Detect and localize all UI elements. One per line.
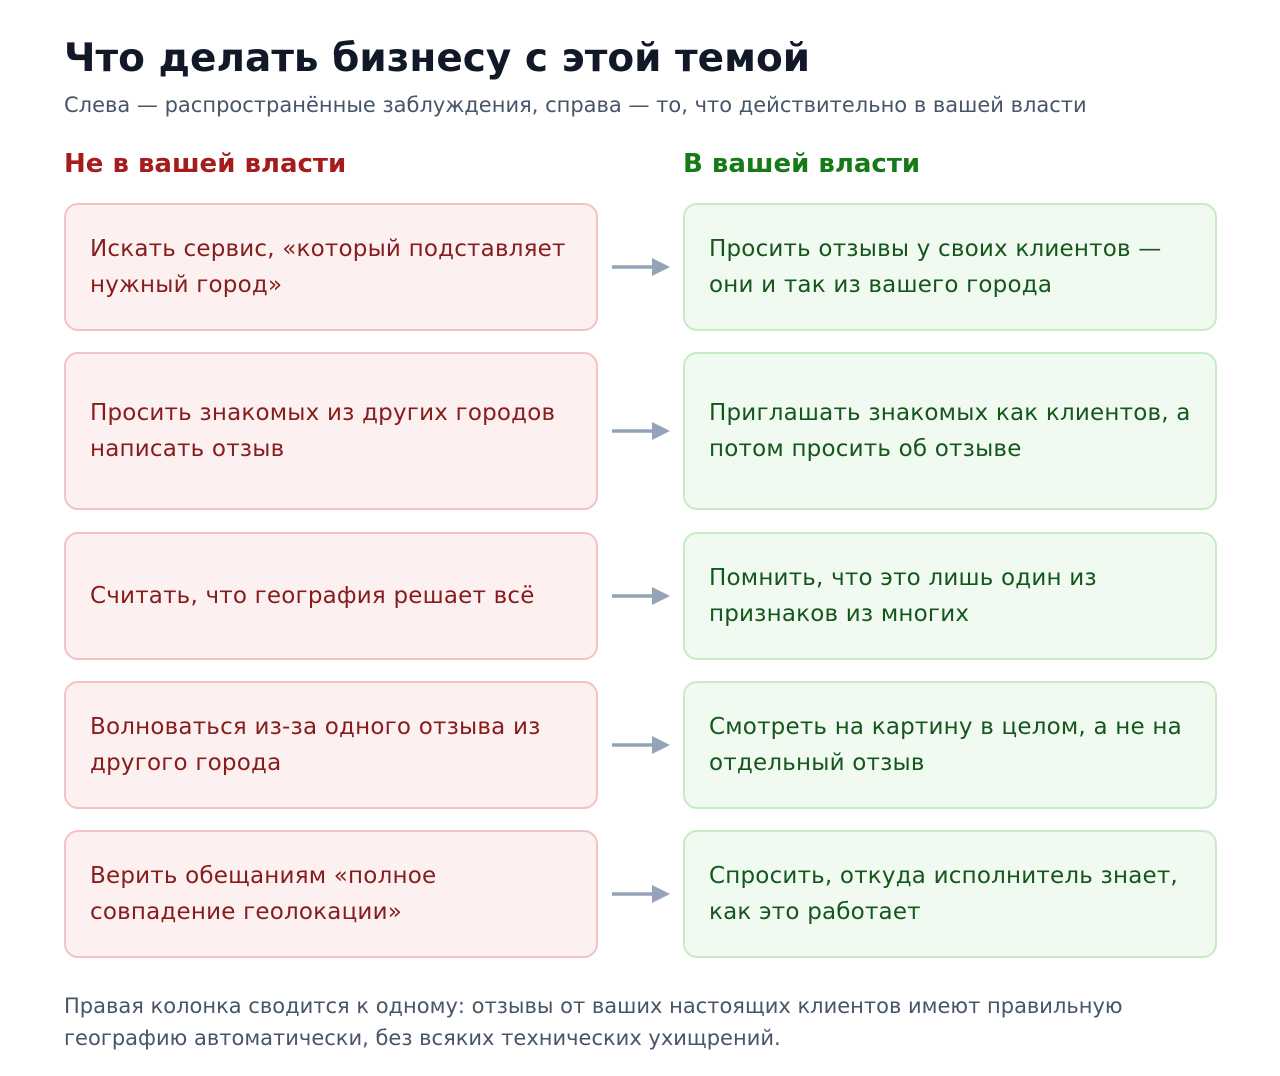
in-control-card [683, 352, 1217, 510]
page-subtitle: Слева — распространённые заблуждения, справа — то, что действительно в вашей власти [64, 93, 1087, 117]
not-in-control-text: Просить знакомых из других городов написать отзыв [90, 400, 556, 462]
not-in-control-text: Волноваться из-за одного отзыва из другого города [90, 714, 541, 776]
not-in-control-heading: Не в вашей власти [64, 149, 347, 179]
summary-footer: Правая колонка сводится к одному: отзывы от ваших настоящих клиентов имеют правильную географию автоматически, без всяких технических ухищрений. [64, 994, 1123, 1050]
arrow-right-icon [612, 257, 670, 277]
page-title: Что делать бизнесу с этой темой [64, 36, 811, 81]
in-control-heading: В вашей власти [683, 149, 921, 179]
not-in-control-text: Верить обещаниям «полное совпадение геолокации» [90, 863, 437, 925]
in-control-text: Смотреть на картину в целом, а не на отдельный отзыв [709, 714, 1182, 776]
arrow-right-icon [612, 586, 670, 606]
arrow-right-icon [612, 884, 670, 904]
in-control-text: Спросить, откуда исполнитель знает, как это работает [709, 863, 1178, 925]
arrow-right-icon [612, 421, 670, 441]
in-control-card [683, 203, 1217, 331]
in-control-text: Приглашать знакомых как клиентов, а потом просить об отзыве [709, 400, 1191, 462]
arrow-right-icon [612, 735, 670, 755]
in-control-card [683, 830, 1217, 958]
not-in-control-card [64, 830, 598, 958]
not-in-control-text: Считать, что география решает всё [90, 583, 535, 609]
not-in-control-card [64, 681, 598, 809]
not-in-control-text: Искать сервис, «который подставляет нужный город» [90, 236, 566, 298]
not-in-control-card [64, 532, 598, 660]
in-control-card [683, 532, 1217, 660]
in-control-card [683, 681, 1217, 809]
not-in-control-card [64, 352, 598, 510]
in-control-text: Просить отзывы у своих клиентов — они и так из вашего города [709, 236, 1162, 298]
in-control-text: Помнить, что это лишь один из признаков из многих [709, 565, 1097, 627]
not-in-control-card [64, 203, 598, 331]
